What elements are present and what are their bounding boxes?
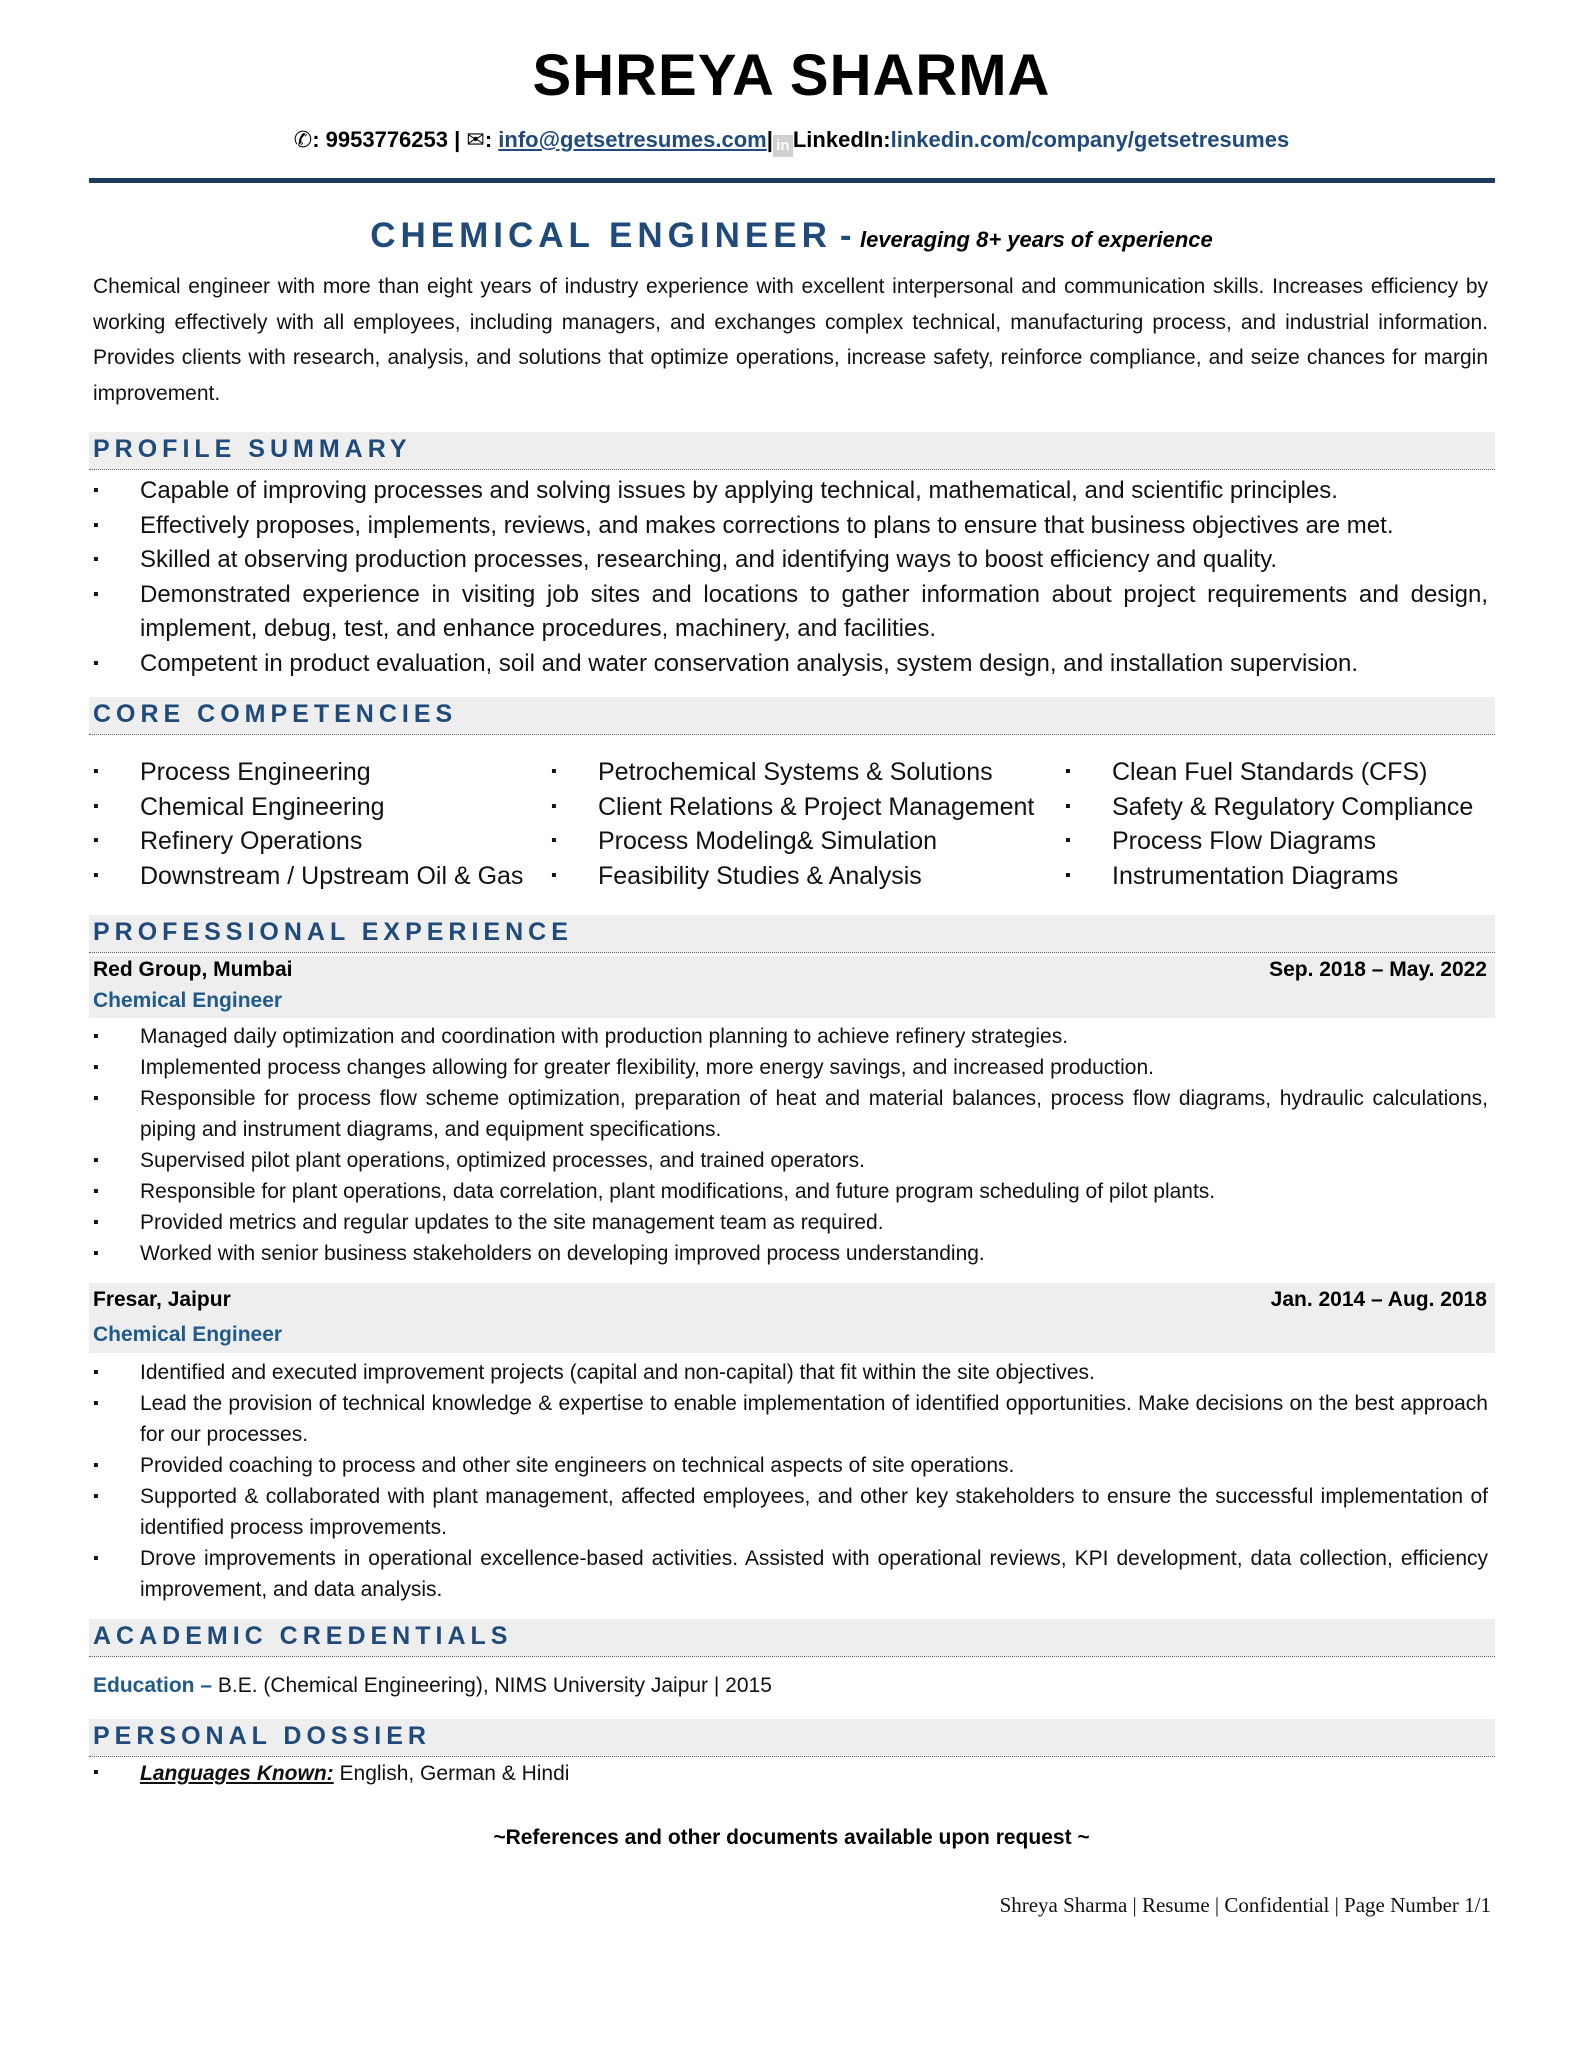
email-link[interactable]: info@getsetresumes.com: [498, 127, 767, 152]
profile-summary-list: [93, 474, 1488, 681]
list-item: ▪ Lead the provision of technical knowledge & expertise to enable implementation of identified opportunities. Make decisions on the best approach for our processes.: [93, 1388, 1488, 1450]
list-item: ▪ Skilled at observing production processes, researching, and identifying ways to boost efficiency and quality.: [93, 543, 1488, 578]
job-header: [89, 1283, 1495, 1353]
section-header-academic-credentials: [89, 1619, 1495, 1657]
linkedin-label: LinkedIn:: [792, 127, 891, 152]
company-name: Fresar, Jaipur: [93, 1288, 231, 1311]
role-title: CHEMICAL ENGINEER: [370, 216, 832, 255]
languages-value: English, German & Hindi: [339, 1762, 570, 1785]
phone-icon: ✆: [293, 127, 313, 152]
section-title: ACADEMIC CREDENTIALS: [93, 1622, 513, 1650]
job-role: Chemical Engineer: [93, 1323, 283, 1346]
candidate-name: SHREYA SHARMA: [532, 43, 1051, 108]
education-line: [93, 1674, 772, 1698]
header-divider: [89, 178, 1495, 183]
competencies-column-2: [551, 755, 1034, 893]
list-item: ▪ Responsible for plant operations, data correlation, plant modifications, and future program scheduling of pilot plants.: [93, 1176, 1488, 1207]
list-item: ▪ Process Modeling& Simulation: [551, 824, 1034, 859]
envelope-icon: ✉: [466, 127, 485, 152]
languages-line: [93, 1762, 569, 1786]
contact-line: [0, 127, 1583, 157]
list-item: ▪ Process Flow Diagrams: [1065, 824, 1473, 859]
section-title: PERSONAL DOSSIER: [93, 1722, 431, 1750]
list-item: ▪ Worked with senior business stakeholders on developing improved process understanding.: [93, 1238, 1488, 1269]
linkedin-icon: in: [773, 135, 793, 157]
list-item: ▪ Safety & Regulatory Compliance: [1065, 790, 1473, 825]
company-name: Red Group, Mumbai: [93, 958, 293, 981]
list-item: ▪ Downstream / Upstream Oil & Gas: [93, 859, 523, 894]
list-item: ▪ Effectively proposes, implements, reviews, and makes corrections to plans to ensure that business objectives are met.: [93, 509, 1488, 544]
list-item: ▪ Supervised pilot plant operations, optimized processes, and trained operators.: [93, 1145, 1488, 1176]
section-title: PROFESSIONAL EXPERIENCE: [93, 918, 573, 946]
education-value: B.E. (Chemical Engineering), NIMS University Jaipur | 2015: [217, 1674, 772, 1697]
list-item: ▪ Demonstrated experience in visiting job sites and locations to gather information about project requirements and design, implement, debug, test, and enhance procedures, machinery, and facilities.: [93, 578, 1488, 647]
job-duties-list: [93, 1021, 1488, 1269]
job-header: [89, 956, 1495, 1018]
list-item: ▪ Supported & collaborated with plant management, affected employees, and other key stakeholders to ensure the successful implementation of identified process improvements.: [93, 1481, 1488, 1543]
section-header-personal-dossier: [89, 1719, 1495, 1757]
list-item: ▪ Chemical Engineering: [93, 790, 523, 825]
competencies-column-1: [93, 755, 523, 893]
job-dates: Sep. 2018 – May. 2022: [1269, 958, 1487, 981]
section-header-core-competencies: [89, 697, 1495, 735]
section-title: CORE COMPETENCIES: [93, 700, 458, 728]
list-item: ▪ Process Engineering: [93, 755, 523, 790]
education-label: Education –: [93, 1674, 213, 1697]
list-item: ▪ Drove improvements in operational excellence-based activities. Assisted with operational reviews, KPI development, data collection, efficiency improvement, and data analysis.: [93, 1543, 1488, 1605]
references-note: ~References and other documents available upon request ~: [493, 1826, 1090, 1849]
list-item: ▪ Responsible for process flow scheme optimization, preparation of heat and material balances, process flow diagrams, hydraulic calculations, piping and instrument diagrams, and equipment specifications.: [93, 1083, 1488, 1145]
section-header-professional-experience: [89, 915, 1495, 953]
list-item: ▪ Petrochemical Systems & Solutions: [551, 755, 1034, 790]
page-footer: Shreya Sharma | Resume | Confidential | Page Number 1/1: [999, 1893, 1491, 1917]
job-role: Chemical Engineer: [93, 989, 283, 1012]
list-item: ▪ Implemented process changes allowing for greater flexibility, more energy savings, and increased production.: [93, 1052, 1488, 1083]
intro-paragraph: Chemical engineer with more than eight years of industry experience with excellent interpersonal and communication skills. Increases efficiency by working effectively with all employees, including managers, and exchanges complex technical, manufacturing process, and industrial information. Provides clients with research, analysis, and solutions that optimize operations, increase safety, reinforce compliance, and seize chances for margin improvement.: [93, 275, 1488, 405]
job-duties-list: [93, 1357, 1488, 1605]
linkedin-link[interactable]: linkedin.com/company/getsetresumes: [890, 127, 1290, 152]
email-separator: :: [484, 127, 493, 152]
section-header-profile-summary: [89, 432, 1495, 470]
list-item: ▪ Managed daily optimization and coordination with production planning to achieve refinery strategies.: [93, 1021, 1488, 1052]
list-item: ▪ Provided metrics and regular updates to the site management team as required.: [93, 1207, 1488, 1238]
list-item: ▪ Identified and executed improvement projects (capital and non-capital) that fit within the site objectives.: [93, 1357, 1488, 1388]
list-item: ▪ Provided coaching to process and other site engineers on technical aspects of site operations.: [93, 1450, 1488, 1481]
list-item: ▪ Feasibility Studies & Analysis: [551, 859, 1034, 894]
title-dash: -: [839, 216, 852, 255]
job-dates: Jan. 2014 – Aug. 2018: [1270, 1288, 1487, 1311]
list-item: ▪ Client Relations & Project Management: [551, 790, 1034, 825]
competencies-column-3: [1065, 755, 1473, 893]
phone-text: : 9953776253 |: [312, 127, 461, 152]
list-item: ▪ Clean Fuel Standards (CFS): [1065, 755, 1473, 790]
contact-pipe: |: [766, 127, 773, 152]
headline: [0, 216, 1583, 256]
list-item: ▪ Instrumentation Diagrams: [1065, 859, 1473, 894]
languages-label: Languages Known:: [140, 1762, 334, 1785]
section-title: PROFILE SUMMARY: [93, 435, 412, 463]
role-subtitle: leveraging 8+ years of experience: [859, 227, 1213, 252]
list-item: ▪ Competent in product evaluation, soil and water conservation analysis, system design, and installation supervision.: [93, 647, 1488, 682]
list-item: ▪ Capable of improving processes and solving issues by applying technical, mathematical, and scientific principles.: [93, 474, 1488, 509]
list-item: ▪ Refinery Operations: [93, 824, 523, 859]
